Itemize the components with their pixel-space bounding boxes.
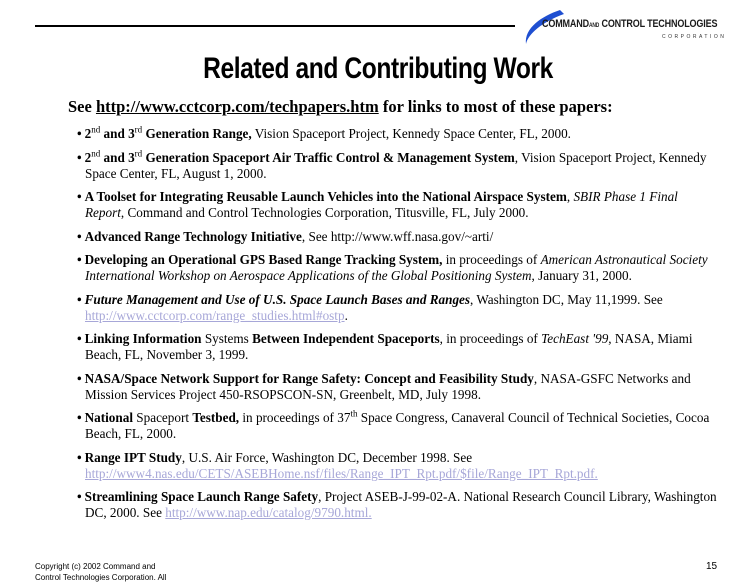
reference-text: , NASA, Miami Beach, FL, November 3, 1999. [85, 331, 693, 362]
reference-text: th [350, 408, 358, 419]
reference-text: Between Independent [252, 331, 375, 346]
reference-item [77, 410, 717, 442]
reference-item [77, 450, 717, 482]
reference-text: nd [91, 124, 101, 135]
reference-item [77, 331, 717, 363]
reference-text: , Command and Control Technologies Corporation, Titusville, FL, July 2000. [120, 205, 529, 220]
reference-link[interactable]: http://www.nap.edu/catalog/9790.html. [165, 505, 372, 520]
reference-text: 2 [84, 126, 92, 141]
bullet-icon: • [77, 126, 82, 141]
reference-text: Spaceport [132, 410, 193, 425]
bullet-icon: • [77, 228, 82, 244]
reference-link[interactable]: http://www4.nas.edu/CETS/ASEBHome.nsf/files/Range_IPT_Rpt.pdf/$file/Range_IPT_Rpt.pdf. [85, 465, 598, 481]
reference-text: Generation Range, [142, 126, 252, 141]
reference-text: Linking Information [84, 331, 202, 346]
reference-item [77, 252, 717, 284]
page-number: 15 [706, 561, 718, 572]
reference-text: Generation Spaceport Air Traffic Control & Management System [142, 149, 515, 165]
reference-text: , Vision Spaceport Project, Kennedy Space Center, FL, August 1, 2000. [85, 149, 707, 181]
reference-text: and 3 [100, 149, 135, 165]
intro-line [68, 97, 613, 117]
reference-text: NASA/Space Network Support for Range Safety: Concept and Feasibility Study [84, 370, 534, 386]
reference-text: Systems [201, 331, 253, 346]
reference-text: , NASA-GSFC Networks and Mission Services Project 450-RSOPSCON-SN, Greenbelt, MD, July 1998. [85, 370, 691, 402]
reference-item [77, 189, 717, 221]
bullet-icon: • [77, 370, 82, 386]
reference-text: Advanced Range Technology Initiative [84, 228, 302, 244]
reference-text: Space Congress, Canaveral Council of Technical Societies, Cocoa Beach, FL, 2000. [85, 410, 710, 441]
reference-text: Developing an Operational GPS Based Range Tracking System, [84, 252, 443, 267]
reference-text: A Toolset for Integrating Reusable Launch Vehicles into the National Airspace System [84, 189, 567, 204]
bullet-icon: • [77, 291, 82, 307]
reference-text: SBIR Phase 1 Final Report [85, 189, 678, 220]
header-rule [35, 25, 515, 27]
reference-list [77, 126, 717, 529]
reference-text: Future Management and Use of U.S. Space Launch Bases and Ranges [84, 291, 471, 307]
reference-item [77, 489, 717, 521]
logo-subtext: CORPORATION [662, 34, 727, 40]
bullet-icon: • [77, 189, 82, 204]
reference-text: American Astronautical Society International Workshop on Aerospace Applications of the Global Positioning System [85, 252, 708, 283]
reference-text: rd [134, 124, 143, 135]
intro-suffix: for links to most of these papers: [378, 97, 613, 116]
reference-text: National [84, 410, 133, 425]
reference-item [77, 150, 717, 182]
reference-item [77, 292, 717, 324]
reference-text: 2 [84, 149, 92, 165]
reference-text: Testbed, [192, 410, 240, 425]
bullet-icon: • [77, 149, 82, 165]
reference-text: , Project ASEB-J-99-02-A. National Research Council Library, Washington DC, 2000. See [85, 489, 717, 520]
reference-text: TechEast '99 [541, 331, 609, 346]
page-title: Related and Contributing Work [203, 52, 553, 85]
bullet-icon: • [77, 331, 82, 346]
logo-text: COMMANDAND CONTROL TECHNOLOGIES [542, 18, 718, 30]
copyright-footer: Copyright (c) 2002 Command and Control Technologies Corporation. All [35, 562, 167, 582]
reference-text: . [344, 307, 348, 323]
reference-text: Range IPT Study [84, 449, 182, 465]
intro-prefix: See [68, 97, 96, 116]
reference-text: , January 31, 2000. [531, 268, 632, 283]
reference-item [77, 126, 717, 142]
reference-text: Vision Spaceport Project, Kennedy Space Center, FL, 2000. [251, 126, 571, 141]
reference-text: , Washington DC, May 11,1999. See [470, 291, 663, 307]
company-logo [512, 8, 742, 48]
reference-text: in proceedings of [442, 252, 541, 267]
reference-text: , in proceedings of [439, 331, 542, 346]
reference-text: Streamlining Space Launch Range Safety [84, 489, 319, 504]
reference-item [77, 371, 717, 403]
bullet-icon: • [77, 252, 82, 267]
reference-text: in proceedings of 37 [239, 410, 351, 425]
bullet-icon: • [77, 410, 82, 425]
bullet-icon: • [77, 489, 82, 504]
reference-text: , See http://www.wff.nasa.gov/~arti/ [301, 228, 494, 244]
reference-item [77, 229, 717, 245]
reference-text: and 3 [100, 126, 135, 141]
reference-text: rd [134, 148, 143, 159]
techpapers-link[interactable]: http://www.cctcorp.com/techpapers.htm [95, 97, 379, 116]
reference-text: Spaceports [374, 331, 440, 346]
reference-text: nd [91, 148, 101, 159]
reference-text: , U.S. Air Force, Washington DC, December 1998. See [181, 449, 473, 465]
reference-text: , [566, 189, 574, 204]
bullet-icon: • [77, 449, 82, 465]
reference-link[interactable]: http://www.cctcorp.com/range_studies.html#ostp [85, 307, 345, 323]
